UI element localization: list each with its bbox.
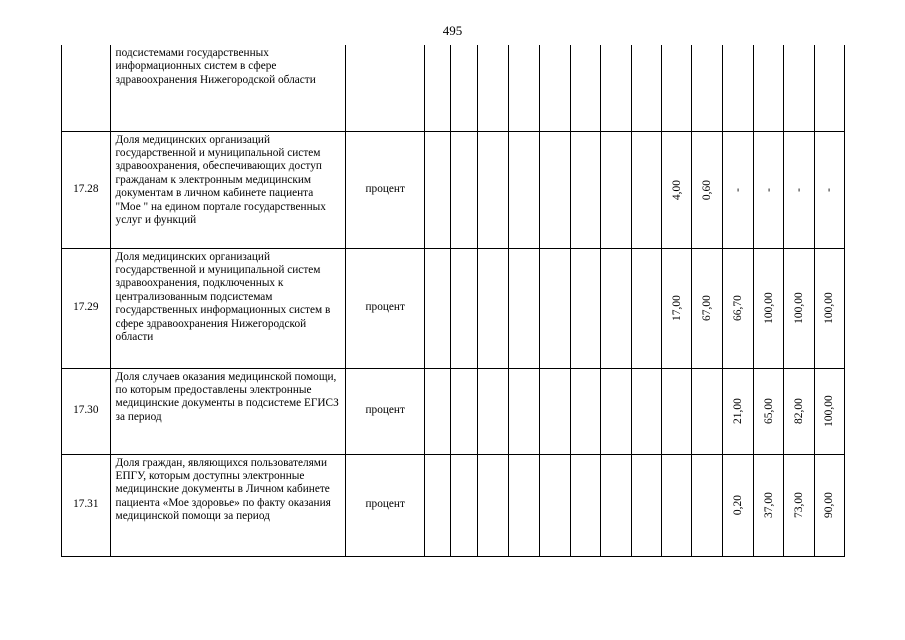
table-row <box>62 454 845 556</box>
value-cell <box>540 368 570 454</box>
value-cell <box>661 454 691 556</box>
value-cell <box>814 368 844 454</box>
value-text: 67,00 <box>700 295 713 321</box>
value-text: 17,00 <box>670 295 683 321</box>
value-cell <box>814 248 844 368</box>
table-row <box>62 45 845 131</box>
value-cell <box>784 131 814 248</box>
value-cell <box>601 454 631 556</box>
value-cell <box>692 368 722 454</box>
value-text: - <box>792 187 805 192</box>
value-cell <box>661 248 691 368</box>
table-row <box>62 131 845 248</box>
value-cell <box>477 131 508 248</box>
value-cell <box>631 368 661 454</box>
value-cell <box>509 248 540 368</box>
value-text: 100,00 <box>762 292 775 324</box>
value-cell <box>477 454 508 556</box>
value-cell <box>451 248 477 368</box>
indicator-description: Доля граждан, являющихся пользователями ЕПГУ, которым доступны электронные медицинские документы в Личном кабинете пациента «Мое здоровье» по факту оказания медицинской помощи за период <box>110 454 346 556</box>
value-cell <box>631 45 661 131</box>
value-cell <box>477 45 508 131</box>
value-cell <box>753 368 783 454</box>
value-text: 90,00 <box>823 492 836 518</box>
value-text: 37,00 <box>762 492 775 518</box>
unit-cell: процент <box>346 248 425 368</box>
value-text: 0,60 <box>700 179 713 200</box>
value-cell <box>451 131 477 248</box>
value-cell <box>425 368 451 454</box>
value-cell <box>753 454 783 556</box>
value-cell <box>509 131 540 248</box>
value-cell <box>692 45 722 131</box>
value-cell <box>509 45 540 131</box>
value-cell <box>784 45 814 131</box>
value-cell <box>784 454 814 556</box>
value-cell <box>540 454 570 556</box>
value-text: - <box>762 187 775 192</box>
value-text: - <box>731 187 744 192</box>
indicator-description: подсистемами государственных информационных систем в сфере здравоохранения Нижегородской области <box>110 45 346 131</box>
value-cell <box>451 454 477 556</box>
value-cell <box>601 131 631 248</box>
value-cell <box>570 248 600 368</box>
value-cell <box>601 45 631 131</box>
value-cell <box>814 45 844 131</box>
value-cell <box>509 368 540 454</box>
value-cell <box>722 248 753 368</box>
table-row <box>62 368 845 454</box>
unit-cell: процент <box>346 368 425 454</box>
value-cell <box>753 248 783 368</box>
value-text: 4,00 <box>670 179 683 200</box>
value-cell <box>425 248 451 368</box>
value-cell <box>570 45 600 131</box>
value-cell <box>814 131 844 248</box>
indicators-table <box>61 45 845 557</box>
value-cell <box>570 131 600 248</box>
value-cell <box>692 131 722 248</box>
value-text: 65,00 <box>762 398 775 424</box>
value-cell <box>451 368 477 454</box>
value-cell <box>509 454 540 556</box>
value-cell <box>692 454 722 556</box>
value-cell <box>425 131 451 248</box>
value-cell <box>570 454 600 556</box>
value-cell <box>477 368 508 454</box>
value-cell <box>601 248 631 368</box>
value-cell <box>661 45 691 131</box>
value-cell <box>540 45 570 131</box>
value-cell <box>814 454 844 556</box>
value-cell <box>722 454 753 556</box>
value-text: 73,00 <box>792 492 805 518</box>
value-cell <box>425 45 451 131</box>
value-cell <box>540 248 570 368</box>
indicator-description: Доля случаев оказания медицинской помощи, по которым предоставлены электронные медицинские документы в подсистеме ЕГИСЗ за период <box>110 368 346 454</box>
value-cell <box>722 131 753 248</box>
value-text: 100,00 <box>823 292 836 324</box>
value-cell <box>722 45 753 131</box>
unit-cell: процент <box>346 454 425 556</box>
value-cell <box>540 131 570 248</box>
page-number: 495 <box>442 23 463 38</box>
row-number: 17.28 <box>62 131 111 248</box>
value-cell <box>477 248 508 368</box>
value-cell <box>661 131 691 248</box>
value-text: - <box>823 187 836 192</box>
value-cell <box>784 248 814 368</box>
value-cell <box>692 248 722 368</box>
row-number <box>62 45 111 131</box>
value-text: 100,00 <box>792 292 805 324</box>
value-cell <box>753 131 783 248</box>
value-cell <box>451 45 477 131</box>
value-cell <box>631 131 661 248</box>
table-row <box>62 248 845 368</box>
value-cell <box>601 368 631 454</box>
value-text: 0,20 <box>731 494 744 516</box>
value-text: 66,70 <box>731 295 744 321</box>
value-cell <box>753 45 783 131</box>
value-cell <box>661 368 691 454</box>
value-cell <box>631 248 661 368</box>
value-cell <box>425 454 451 556</box>
value-text: 100,00 <box>823 395 836 427</box>
value-cell <box>722 368 753 454</box>
value-text: 82,00 <box>792 398 805 424</box>
value-cell <box>784 368 814 454</box>
value-cell <box>570 368 600 454</box>
value-text: 21,00 <box>731 398 744 424</box>
unit-cell <box>346 45 425 131</box>
row-number: 17.29 <box>62 248 111 368</box>
row-number: 17.31 <box>62 454 111 556</box>
indicator-description: Доля медицинских организаций государственной и муниципальной систем здравоохранения, подключенных к централизованным подсистемам государственных информационных систем в сфере здравоохранения Нижегородской области <box>110 248 346 368</box>
row-number: 17.30 <box>62 368 111 454</box>
value-cell <box>631 454 661 556</box>
unit-cell: процент <box>346 131 425 248</box>
indicator-description: Доля медицинских организаций государственной и муниципальной систем здравоохранения, обеспечивающих доступ гражданам к электронным медицинским документам в личном кабинете пациента "Мое " на едином портале государственных услуг и функций <box>110 131 346 248</box>
